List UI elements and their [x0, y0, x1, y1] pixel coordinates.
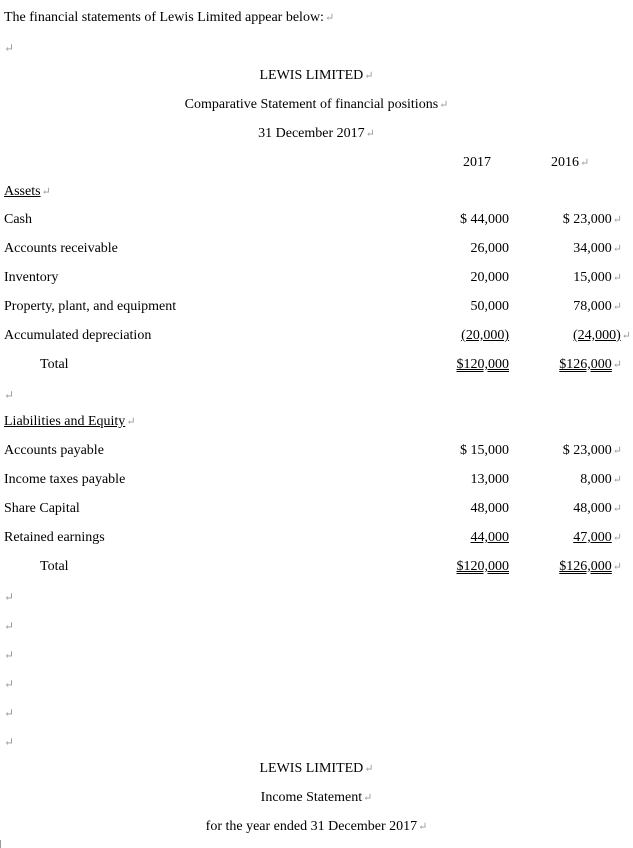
paragraph-mark-icon: ↵: [621, 330, 631, 342]
paragraph-mark-icon: ↵: [4, 648, 15, 662]
paragraph-mark-icon: ↵: [612, 301, 622, 313]
income-company-name: LEWIS LIMITED↵: [259, 761, 374, 776]
value-2017: $120,000: [456, 559, 509, 574]
paragraph-mark-icon: ↵: [612, 359, 622, 371]
paragraph-mark-icon: ↵: [612, 214, 622, 226]
row-label: Cash: [4, 212, 32, 227]
value-2017: $ 44,000: [460, 212, 509, 227]
row-label: Accumulated depreciation: [4, 328, 152, 343]
row-label: Accounts payable: [4, 443, 104, 458]
row-label: Accounts receivable: [4, 241, 118, 256]
row-label: Property, plant, and equipment: [4, 299, 177, 314]
page-corner-mark: [0, 840, 1, 848]
income-statement-title: Income Statement↵: [260, 790, 373, 805]
paragraph-mark-icon: ↵: [4, 706, 15, 720]
paragraph-mark-icon: ↵: [324, 12, 335, 24]
column-header-2016: 2016↵: [551, 155, 590, 170]
paragraph-mark-icon: ↵: [4, 41, 15, 55]
statement-title: Comparative Statement of financial positions↵: [184, 97, 449, 112]
value-2016: $126,000↵: [559, 357, 622, 372]
paragraph-mark-icon: ↵: [580, 157, 590, 169]
value-2016: 48,000↵: [573, 501, 622, 516]
paragraph-mark-icon: ↵: [126, 416, 136, 428]
paragraph-mark-icon: ↵: [4, 677, 15, 691]
paragraph-mark-icon: ↵: [4, 619, 15, 633]
paragraph-mark-icon: ↵: [365, 128, 375, 140]
value-2017: $ 15,000: [460, 443, 509, 458]
paragraph-mark-icon: ↵: [612, 532, 622, 544]
paragraph-mark-icon: ↵: [41, 186, 51, 198]
row-label: Income taxes payable: [4, 472, 126, 487]
paragraph-mark-icon: ↵: [612, 272, 622, 284]
value-2017: (20,000): [461, 328, 509, 343]
paragraph-mark-icon: ↵: [364, 763, 374, 775]
paragraph-mark-icon: ↵: [612, 503, 622, 515]
intro-line: [4, 10, 334, 26]
row-label: Total: [40, 559, 69, 574]
row-label: Total: [40, 357, 69, 372]
value-2016: 15,000↵: [573, 270, 622, 285]
statement-date: 31 December 2017↵: [258, 126, 375, 141]
value-2017: 26,000: [470, 241, 509, 256]
row-label: Inventory: [4, 270, 59, 285]
row-label: Share Capital: [4, 501, 80, 516]
value-2017: 50,000: [470, 299, 509, 314]
value-2016: 78,000↵: [573, 299, 622, 314]
paragraph-mark-icon: ↵: [612, 445, 622, 457]
value-2016: (24,000)↵: [572, 328, 631, 343]
value-2017: 20,000: [470, 270, 509, 285]
value-2017: 48,000: [470, 501, 509, 516]
value-2017: $120,000: [456, 357, 509, 372]
paragraph-mark-icon: ↵: [612, 474, 622, 486]
liabilities-heading: Liabilities and Equity↵: [4, 414, 136, 429]
paragraph-mark-icon: ↵: [418, 821, 428, 833]
value-2017: 44,000: [470, 530, 509, 545]
row-label: Retained earnings: [4, 530, 105, 545]
paragraph-mark-icon: ↵: [4, 590, 15, 604]
paragraph-mark-icon: ↵: [439, 99, 449, 111]
company-name: LEWIS LIMITED↵: [259, 68, 374, 83]
paragraph-mark-icon: ↵: [612, 243, 622, 255]
paragraph-mark-icon: ↵: [4, 735, 15, 749]
paragraph-mark-icon: ↵: [364, 70, 374, 82]
paragraph-mark-icon: ↵: [4, 388, 15, 402]
value-2016: 47,000↵: [573, 530, 622, 545]
paragraph-mark-icon: ↵: [612, 561, 622, 573]
value-2016: 34,000↵: [573, 241, 622, 256]
assets-heading: Assets↵: [4, 184, 51, 199]
value-2016: $126,000↵: [559, 559, 622, 574]
intro-text: The financial statements of Lewis Limited appear below:: [4, 10, 324, 25]
income-statement-period: for the year ended 31 December 2017↵: [205, 819, 428, 834]
paragraph-mark-icon: ↵: [363, 792, 373, 804]
value-2016: $ 23,000↵: [562, 212, 622, 227]
column-header-2017: 2017: [463, 155, 491, 170]
value-2017: 13,000: [470, 472, 509, 487]
value-2016: $ 23,000↵: [562, 443, 622, 458]
value-2016: 8,000↵: [580, 472, 622, 487]
